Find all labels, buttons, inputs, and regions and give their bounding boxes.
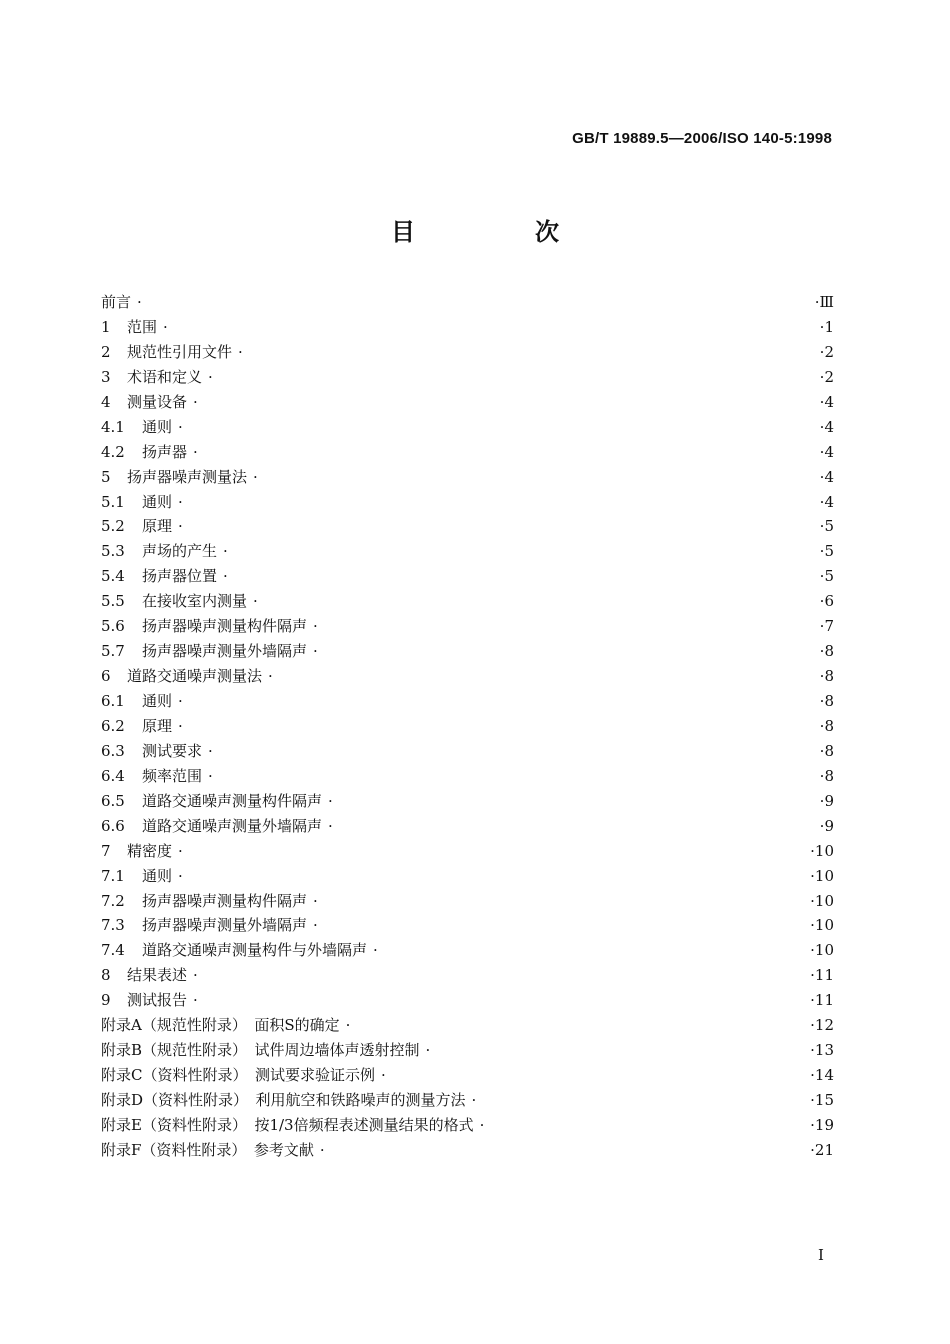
toc-entry-page: Ⅲ: [819, 293, 834, 311]
toc-entry-title: 扬声器噪声测量法: [127, 467, 248, 486]
toc-page-dot: ·: [819, 392, 825, 411]
toc-leader-dot: ·: [253, 467, 258, 486]
toc-entry-page: 11: [814, 966, 834, 985]
toc-entry-page: 13: [814, 1041, 834, 1060]
toc-entry[interactable]: [101, 913, 834, 938]
toc-leader-dot: ·: [178, 716, 183, 735]
toc-entry-page: 5: [824, 517, 834, 536]
toc-entry-page: 2: [824, 342, 834, 361]
toc-page-dot: ·: [819, 542, 825, 561]
toc-entry-page: 5: [824, 567, 834, 586]
toc-page-dot: ·: [819, 467, 825, 486]
toc-entry-number: 5.4: [101, 567, 125, 586]
toc-leader-dot: ·: [193, 966, 198, 985]
toc-entry-title: 扬声器噪声测量外墙隔声: [142, 916, 308, 935]
toc-entry-page: 10: [814, 916, 834, 935]
toc-entry-number: 3: [101, 367, 111, 386]
toc-entry-number: 1: [101, 317, 111, 336]
toc-entry-number: 6: [101, 667, 111, 686]
toc-entry-page: 4: [824, 492, 834, 511]
toc-entry-page: 11: [814, 991, 834, 1010]
toc-leader-dot: ·: [313, 617, 318, 636]
toc-leader-dot: ·: [345, 1016, 351, 1035]
toc-entry[interactable]: [101, 465, 834, 490]
toc-page-dot: ·: [810, 891, 815, 910]
toc-leader-dot: ·: [313, 891, 318, 910]
toc-entry[interactable]: [101, 963, 834, 988]
toc-entry-title: 道路交通噪声测量外墙隔声: [142, 816, 323, 835]
toc-leader-dot: ·: [268, 667, 273, 686]
toc-entry[interactable]: [101, 938, 834, 963]
toc-entry-page: 10: [814, 866, 834, 885]
toc-entry-page: 8: [824, 667, 834, 686]
toc-page-dot: ·: [810, 1016, 815, 1035]
toc-entry-title: 附录D（资料性附录） 利用航空和铁路噪声的测量方法: [101, 1091, 466, 1109]
toc-entry-number: 4.2: [101, 442, 125, 461]
toc-entry-title: 扬声器位置: [142, 567, 218, 586]
toc-entry-title: 通则: [142, 492, 173, 511]
toc-entry-title: 测试要求: [142, 741, 203, 760]
toc-leader-dot: ·: [178, 492, 183, 511]
toc-entry[interactable]: [101, 290, 834, 315]
toc-page-dot: ·: [819, 517, 825, 536]
toc-entry-number: 6.6: [101, 816, 125, 835]
toc-entry-number: 6.1: [101, 692, 125, 710]
toc-page-dot: ·: [810, 1091, 815, 1109]
toc-page-dot: ·: [810, 1066, 815, 1085]
toc-entry[interactable]: [101, 739, 834, 764]
toc-entry-title: 通则: [142, 417, 173, 436]
toc-page-dot: ·: [819, 342, 825, 361]
toc-page-dot: ·: [810, 1140, 815, 1159]
toc-entry-page: 1: [824, 317, 834, 336]
table-of-contents: [101, 290, 834, 1163]
toc-entry-number: 4.1: [101, 417, 125, 436]
toc-entry-number: 5.3: [101, 542, 125, 561]
toc-leader-dot: ·: [313, 642, 318, 661]
toc-entry[interactable]: [101, 864, 834, 889]
toc-entry-number: 4: [101, 392, 111, 411]
toc-entry[interactable]: [101, 514, 834, 539]
toc-leader-dot: ·: [178, 866, 183, 885]
toc-entry-page: 10: [814, 891, 834, 910]
toc-entry-page: 10: [814, 941, 834, 960]
toc-entry-number: 5.6: [101, 617, 125, 636]
toc-entry[interactable]: [101, 1138, 834, 1163]
toc-entry[interactable]: [101, 365, 834, 390]
standard-code: GB/T 19889.5—2006/ISO 140-5:1998: [572, 130, 832, 147]
toc-page-dot: ·: [819, 592, 825, 611]
toc-leader-dot: ·: [178, 841, 183, 860]
toc-page-dot: ·: [810, 1115, 815, 1134]
toc-entry-title: 精密度: [127, 841, 173, 860]
toc-leader-dot: ·: [380, 1066, 386, 1085]
toc-leader-dot: ·: [328, 791, 333, 810]
toc-leader-dot: ·: [193, 442, 198, 461]
toc-page-dot: ·: [810, 841, 815, 860]
toc-leader-dot: ·: [208, 367, 213, 386]
toc-entry-title: 扬声器: [142, 442, 188, 461]
toc-entry[interactable]: [101, 789, 834, 814]
toc-leader-dot: ·: [208, 741, 213, 760]
toc-entry-title: 道路交通噪声测量构件与外墙隔声: [142, 941, 368, 960]
toc-page-dot: ·: [819, 317, 825, 336]
toc-entry-page: 9: [824, 816, 834, 835]
toc-entry-title: 测量设备: [127, 392, 188, 411]
toc-entry[interactable]: [101, 315, 834, 340]
toc-entry-number: 7.1: [101, 866, 125, 885]
toc-entry-title: 通则: [142, 692, 173, 710]
toc-page-dot: ·: [810, 1041, 815, 1060]
toc-leader-dot: ·: [313, 916, 318, 935]
toc-entry-page: 8: [824, 716, 834, 735]
toc-page-dot: ·: [819, 692, 825, 710]
toc-entry-page: 6: [824, 592, 834, 611]
toc-entry-number: 7: [101, 841, 111, 860]
toc-entry-number: 6.5: [101, 791, 125, 810]
toc-entry[interactable]: [101, 839, 834, 864]
toc-entry-page: 8: [824, 642, 834, 661]
toc-page-dot: ·: [819, 642, 825, 661]
toc-page-dot: ·: [819, 816, 825, 835]
toc-entry-page: 8: [824, 766, 834, 785]
toc-leader-dot: ·: [163, 317, 168, 336]
toc-entry-page: 4: [824, 392, 834, 411]
toc-entry[interactable]: [101, 390, 834, 415]
toc-page-dot: ·: [819, 567, 825, 586]
toc-page-dot: ·: [810, 916, 815, 935]
toc-entry-page: 15: [814, 1091, 834, 1109]
toc-entry[interactable]: [101, 340, 834, 365]
toc-entry-title: 附录A（规范性附录） 面积S的确定: [101, 1016, 340, 1035]
toc-leader-dot: ·: [178, 517, 183, 536]
toc-leader-dot: ·: [471, 1091, 477, 1109]
toc-entry-page: 19: [814, 1115, 834, 1134]
toc-entry[interactable]: [101, 1013, 834, 1038]
toc-page-dot: ·: [819, 617, 825, 636]
toc-entry[interactable]: [101, 714, 834, 739]
toc-entry-number: 7.4: [101, 941, 125, 960]
toc-entry-number: 2: [101, 342, 111, 361]
toc-entry-number: 6.3: [101, 741, 125, 760]
toc-page-dot: ·: [819, 766, 825, 785]
toc-entry-page: 2: [824, 367, 834, 386]
page-number: I: [818, 1246, 824, 1264]
toc-entry-title: 原理: [142, 716, 173, 735]
toc-entry-title: 通则: [142, 866, 173, 885]
toc-entry[interactable]: [101, 1063, 834, 1088]
toc-leader-dot: ·: [223, 542, 228, 561]
toc-leader-dot: ·: [223, 567, 228, 586]
toc-entry-number: 6.4: [101, 766, 125, 785]
toc-entry-number: 7.3: [101, 916, 125, 935]
toc-entry-page: 7: [824, 617, 834, 636]
toc-entry-number: 5: [101, 467, 111, 486]
toc-entry[interactable]: [101, 814, 834, 839]
toc-entry-title: 测试报告: [127, 991, 188, 1010]
toc-entry[interactable]: [101, 639, 834, 664]
toc-entry-page: 5: [824, 542, 834, 561]
toc-entry-title: 附录B（规范性附录） 试件周边墙体声透射控制: [101, 1041, 420, 1060]
toc-entry[interactable]: [101, 764, 834, 789]
toc-page-dot: ·: [819, 667, 825, 686]
toc-entry[interactable]: [101, 490, 834, 515]
toc-leader-dot: ·: [137, 293, 142, 311]
toc-page-dot: ·: [819, 791, 825, 810]
toc-entry[interactable]: [101, 564, 834, 589]
toc-entry-title: 道路交通噪声测量构件隔声: [142, 791, 323, 810]
toc-page-dot: ·: [819, 716, 825, 735]
toc-entry-page: 8: [824, 741, 834, 760]
toc-entry-page: 8: [824, 692, 834, 710]
toc-leader-dot: ·: [238, 342, 243, 361]
toc-page-dot: ·: [810, 966, 815, 985]
toc-entry[interactable]: [101, 539, 834, 564]
toc-entry-page: 4: [824, 467, 834, 486]
toc-entry[interactable]: [101, 1038, 834, 1063]
toc-entry-title: 原理: [142, 517, 173, 536]
toc-entry-title: 结果表述: [127, 966, 188, 985]
toc-entry-title: 频率范围: [142, 766, 203, 785]
toc-leader-dot: ·: [319, 1140, 325, 1159]
toc-leader-dot: ·: [178, 692, 183, 710]
toc-title: 目 次: [391, 218, 607, 246]
toc-entry-title: 附录E（资料性附录） 按1/3倍频程表述测量结果的格式: [101, 1115, 474, 1134]
toc-entry-number: 7.2: [101, 891, 125, 910]
toc-entry-title: 声场的产生: [142, 542, 218, 561]
toc-page-dot: ·: [819, 492, 825, 511]
toc-leader-dot: ·: [479, 1115, 485, 1134]
toc-entry-number: 9: [101, 991, 111, 1010]
toc-entry[interactable]: [101, 589, 834, 614]
toc-leader-dot: ·: [193, 991, 198, 1010]
toc-entry[interactable]: [101, 1113, 834, 1138]
toc-entry[interactable]: [101, 440, 834, 465]
toc-leader-dot: ·: [178, 417, 183, 436]
toc-page-dot: ·: [810, 991, 815, 1010]
toc-entry[interactable]: [101, 415, 834, 440]
toc-entry[interactable]: [101, 689, 834, 714]
toc-entry-page: 14: [814, 1066, 834, 1085]
toc-entry-title: 扬声器噪声测量构件隔声: [142, 617, 308, 636]
toc-entry-number: 5.1: [101, 492, 125, 511]
toc-entry[interactable]: [101, 1088, 834, 1113]
toc-entry-title: 附录C（资料性附录） 测试要求验证示例: [101, 1066, 375, 1085]
toc-entry[interactable]: [101, 889, 834, 914]
toc-page-dot: ·: [819, 741, 825, 760]
toc-entry-title: 在接收室内测量: [142, 592, 248, 611]
toc-page-dot: ·: [810, 941, 815, 960]
toc-leader-dot: ·: [328, 816, 333, 835]
toc-page-dot: ·: [810, 866, 815, 885]
toc-page-dot: ·: [814, 293, 820, 311]
toc-leader-dot: ·: [253, 592, 258, 611]
toc-entry-title: 道路交通噪声测量法: [127, 667, 263, 686]
toc-page-dot: ·: [819, 442, 825, 461]
toc-entry-title: 规范性引用文件: [127, 342, 233, 361]
toc-entry-page: 12: [814, 1016, 834, 1035]
toc-entry-number: 5.2: [101, 517, 125, 536]
toc-leader-dot: ·: [425, 1041, 431, 1060]
toc-entry-title: 前言: [101, 293, 132, 311]
toc-entry[interactable]: [101, 664, 834, 689]
toc-entry-number: 6.2: [101, 716, 125, 735]
toc-entry-page: 21: [814, 1140, 834, 1159]
toc-entry-number: 5.7: [101, 642, 125, 661]
toc-entry-title: 术语和定义: [127, 367, 203, 386]
toc-entry[interactable]: [101, 988, 834, 1013]
toc-leader-dot: ·: [208, 766, 213, 785]
toc-page-dot: ·: [819, 417, 825, 436]
toc-entry[interactable]: [101, 614, 834, 639]
toc-entry-page: 4: [824, 442, 834, 461]
toc-entry-page: 4: [824, 417, 834, 436]
toc-entry-title: 范围: [127, 317, 158, 336]
toc-entry-number: 8: [101, 966, 111, 985]
toc-entry-title: 扬声器噪声测量外墙隔声: [142, 642, 308, 661]
toc-page-dot: ·: [819, 367, 825, 386]
toc-leader-dot: ·: [193, 392, 198, 411]
toc-entry-page: 9: [824, 791, 834, 810]
toc-entry-title: 附录F（资料性附录） 参考文献: [101, 1140, 314, 1159]
toc-entry-page: 10: [814, 841, 834, 860]
toc-entry-title: 扬声器噪声测量构件隔声: [142, 891, 308, 910]
toc-leader-dot: ·: [373, 941, 378, 960]
toc-entry-number: 5.5: [101, 592, 125, 611]
